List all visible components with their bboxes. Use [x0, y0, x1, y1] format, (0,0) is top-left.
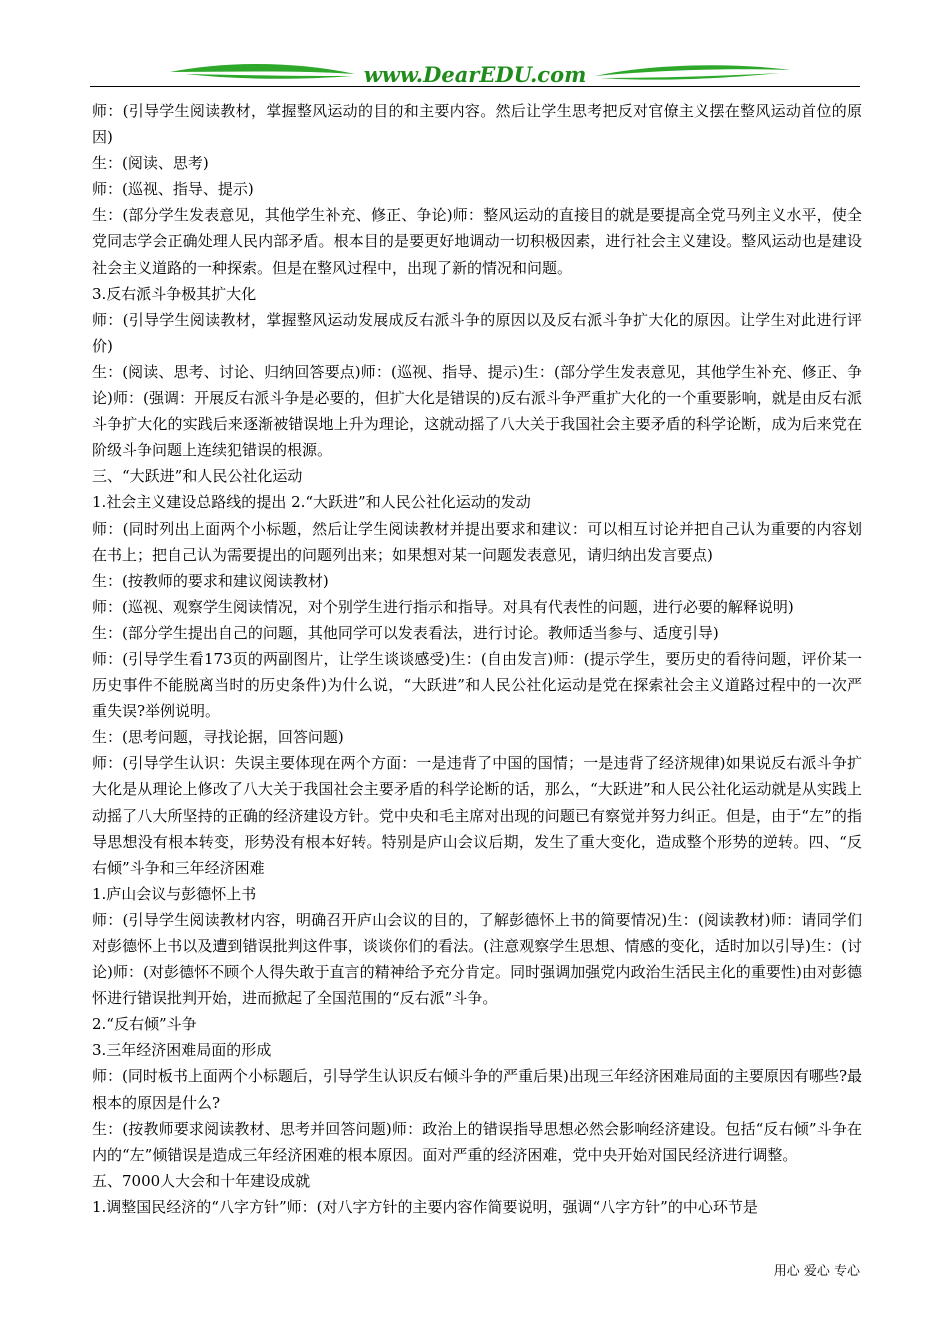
- paragraph: 生：(阅读、思考): [92, 154, 209, 173]
- paragraph: 师：(同时列出上面两个小标题，然后让学生阅读教材并提出要求和建议：可以相互讨论并把自己认为重要的内容划在书上；把自己认为需要提出的问题列出来；如果想对某一问题发表意见，请归纳出发言要点): [92, 519, 862, 564]
- paragraph: 生：(按教师的要求和建议阅读教材): [92, 571, 329, 590]
- header-divider: [90, 86, 860, 87]
- paragraph: 三、“大跃进”和人民公社化运动: [92, 467, 303, 486]
- paragraph: 师：(巡视、观察学生阅读情况，对个别学生进行指示和指导。对具有代表性的问题，进行必要的解释说明): [92, 597, 794, 616]
- paragraph: 五、7000人大会和十年建设成就: [92, 1171, 311, 1190]
- paragraph: 2.“反右倾”斗争: [92, 1015, 197, 1034]
- paragraph: 1.庐山会议与彭德怀上书: [92, 884, 257, 903]
- paragraph: 生：(按教师要求阅读教材、思考并回答问题)师：政治上的错误指导思想必然会影响经济建设。包括“反右倾”斗争在内的“左”倾错误是造成三年经济困难的根本原因。面对严重的经济困难，党中央开始对国民经济进行调整。: [92, 1119, 862, 1164]
- paragraph: 生：(部分学生发表意见，其他学生补充、修正、争论)师：整风运动的直接目的就是要提高全党马列主义水平，使全党同志学会正确处理人民内部矛盾。根本目的是要更好地调动一切积极因素，进行社会主义建设。整风运动也是建设社会主义道路的一种探索。但是在整风过程中，出现了新的情况和问题。: [92, 206, 862, 277]
- paragraph: 师：(引导学生看173页的两副图片，让学生谈谈感受)生：(自由发言)师：(提示学生，要历史的看待问题，评价某一历史事件不能脱离当时的历史条件)为什么说，“大跃进”和人民公社化运动是党在探索社会主义道路过程中的一次严重失误?举例说明。: [92, 649, 862, 721]
- paragraph: 生：(思考问题，寻找论据，回答问题): [92, 728, 344, 747]
- page-footer: 用心 爱心 专心: [773, 1264, 860, 1279]
- paragraph: 师：(巡视、指导、提示): [92, 180, 254, 199]
- site-url: www.DearEDU.com: [363, 62, 587, 87]
- paragraph: 1.调整国民经济的“八字方针”师：(对八字方针的主要内容作简要说明，强调“八字方针”的中心环节是: [92, 1197, 758, 1216]
- paragraph: 3.反右派斗争极其扩大化: [92, 284, 257, 303]
- paragraph: 师：(同时板书上面两个小标题后，引导学生认识反右倾斗争的严重后果)出现三年经济困难局面的主要原因有哪些?最根本的原因是什么?: [92, 1067, 862, 1112]
- paragraph: 生：(部分学生提出自己的问题，其他同学可以发表看法，进行讨论。教师适当参与、适度引导): [92, 623, 719, 642]
- paragraph: 3.三年经济困难局面的形成: [92, 1041, 272, 1060]
- document-body: [92, 98, 862, 1220]
- paragraph: 1.社会主义建设总路线的提出 2.“大跃进”和人民公社化运动的发动: [92, 493, 531, 512]
- paragraph: 师：(引导学生认识：失误主要体现在两个方面：一是违背了中国的国情；一是违背了经济规律)如果说反右派斗争扩大化是从理论上修改了八大关于我国社会主要矛盾的科学论断的话，那么，“大跃进”和人民公社化运动就是从实践上动摇了八大所坚持的正确的经济建设方针。党中央和毛主席对出现的问题已有察觉并努力纠正。但是，由于“左”的指导思想没有根本转变，形势没有根本好转。特别是庐山会议后期，发生了重大变化，造成整个形势的逆转。四、“反右倾”斗争和三年经济困难: [92, 754, 862, 877]
- paragraph: 师：(引导学生阅读教材内容，明确召开庐山会议的目的，了解彭德怀上书的简要情况)生：(阅读教材)师：请同学们对彭德怀上书以及遭到错误批判这件事，谈谈你们的看法。(注意观察学生思想、情感的变化，适时加以引导)生：(讨论)师：(对彭德怀不顾个人得失敢于直言的精神给予充分肯定。同时强调加强党内政治生活民主化的重要性)由对彭德怀进行错误批判开始，进而掀起了全国范围的“反右派”斗争。: [92, 910, 862, 1008]
- paragraph: 师：(引导学生阅读教材，掌握整风运动的目的和主要内容。然后让学生思考把反对官僚主义摆在整风运动首位的原因): [92, 102, 862, 147]
- paragraph: 生：(阅读、思考、讨论、归纳回答要点)师：(巡视、指导、提示)生：(部分学生发表意见，其他学生补充、修正、争论)师：(强调：开展反右派斗争是必要的，但扩大化是错误的)反右派斗争严重扩大化的一个重要影响，就是由反右派斗争扩大化的实践后来逐渐被错误地上升为理论，这就动摇了八大关于我国社会主要矛盾的科学论断，成为后来党在阶级斗争问题上连续犯错误的根源。: [92, 362, 862, 460]
- paragraph: 师：(引导学生阅读教材，掌握整风运动发展成反右派斗争的原因以及反右派斗争扩大化的原因。让学生对此进行评价): [92, 310, 862, 355]
